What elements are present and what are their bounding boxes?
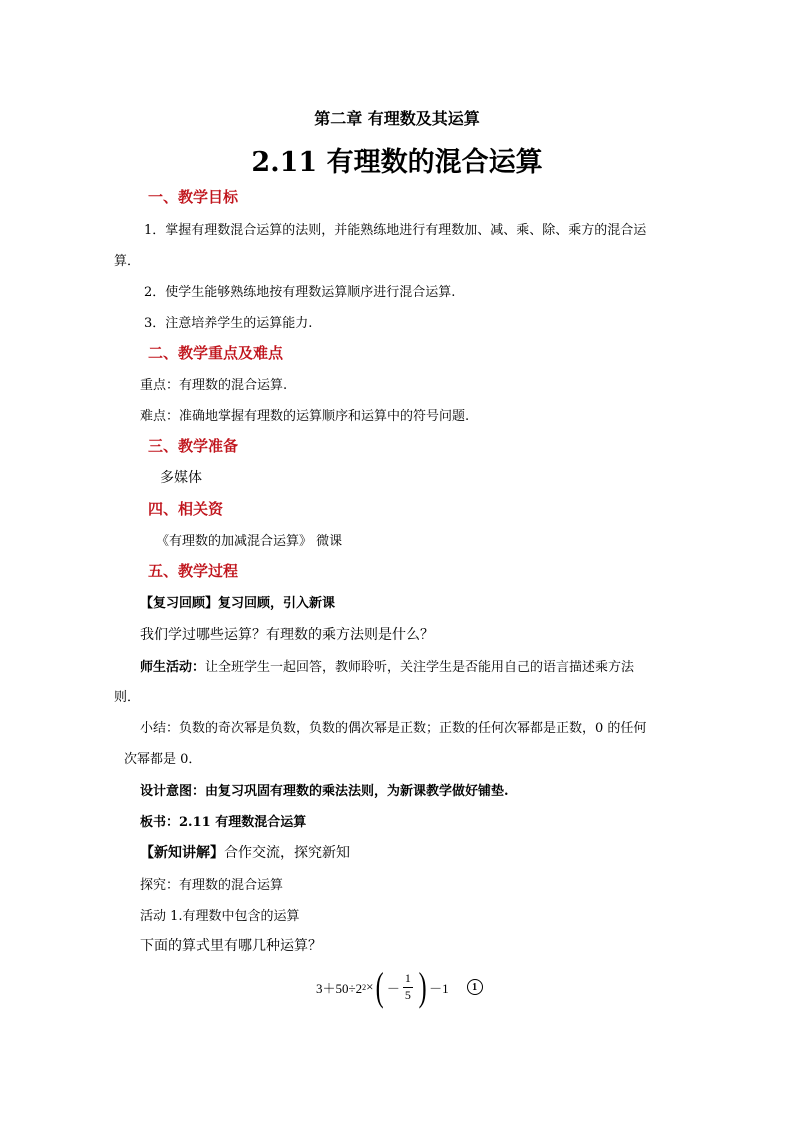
activity-line2: 则．	[114, 690, 141, 705]
formula-tail: －1	[429, 980, 449, 996]
formula-negative: －	[386, 980, 400, 996]
difficulty: 难点：准确地掌握有理数的运算顺序和运算中的符号问题.	[140, 409, 470, 424]
circled-number-marker: 1	[467, 979, 483, 995]
section-heading-preparation: 三、教学准备	[148, 437, 239, 455]
activity-label: 师生活动：	[140, 660, 206, 675]
board-note: 板书：2.11 有理数混合运算	[140, 815, 307, 830]
section-heading-objectives: 一、教学目标	[148, 188, 239, 206]
fraction	[403, 971, 413, 1003]
math-formula	[316, 962, 483, 1012]
formula-times: ×	[366, 979, 374, 994]
activity-text: 让全班学生一起回答，教师聆听，关注学生是否能用自己的语言描述乘方法	[205, 660, 635, 675]
fraction-denominator: 5	[404, 987, 411, 1002]
chapter-heading: 第二章 有理数及其运算	[314, 109, 480, 128]
explore-line: 探究：有理数的混合运算	[140, 878, 284, 893]
objective-2: 2．使学生能够熟练地按有理数运算顺序进行混合运算.	[144, 285, 456, 300]
formula-exponent: 2	[362, 982, 367, 992]
left-paren: (	[376, 964, 385, 1009]
right-paren: )	[418, 964, 427, 1009]
activity-1-line: 活动 1.有理数中包含的运算	[140, 909, 300, 924]
teacher-student-activity	[140, 656, 634, 675]
key-point: 重点：有理数的混合运算.	[140, 378, 288, 393]
resources-text: 《有理数的加减混合运算》 微课	[156, 534, 343, 549]
objective-3: 3．注意培养学生的运算能力.	[144, 316, 313, 331]
review-label: 【复习回顾】复习回顾，引入新课	[140, 596, 336, 611]
preparation-text: 多媒体	[160, 470, 202, 486]
objective-1-line2: 算．	[114, 254, 141, 269]
fraction-numerator: 1	[403, 971, 413, 988]
section-heading-process: 五、教学过程	[148, 562, 239, 580]
section-heading-resources: 四、相关资	[148, 500, 224, 518]
page-title: 2.11 有理数的混合运算	[251, 147, 543, 178]
design-intent: 设计意图：由复习巩固有理数的乘法法则，为新课教学做好铺垫.	[140, 784, 509, 799]
objective-1-line1: 1．掌握有理数混合运算的法则，并能熟练地进行有理数加、减、乘、除、乘方的混合运	[144, 223, 647, 238]
summary-line2: 次幂都是 0．	[124, 752, 202, 767]
which-operations-question: 下面的算式里有哪几种运算？	[140, 938, 322, 954]
new-knowledge	[140, 842, 350, 862]
review-question: 我们学过哪些运算？有理数的乘方法则是什么？	[140, 627, 434, 643]
summary-line1: 小结：负数的奇次幂是负数，负数的偶次幂是正数；正数的任何次幂都是正数，0 的任何	[140, 721, 647, 736]
new-knowledge-text: 合作交流，探究新知	[224, 845, 350, 861]
formula-lead: 3＋50÷2	[316, 980, 363, 996]
section-heading-key-points: 二、教学重点及难点	[148, 344, 284, 362]
new-knowledge-label: 【新知讲解】	[140, 845, 224, 861]
